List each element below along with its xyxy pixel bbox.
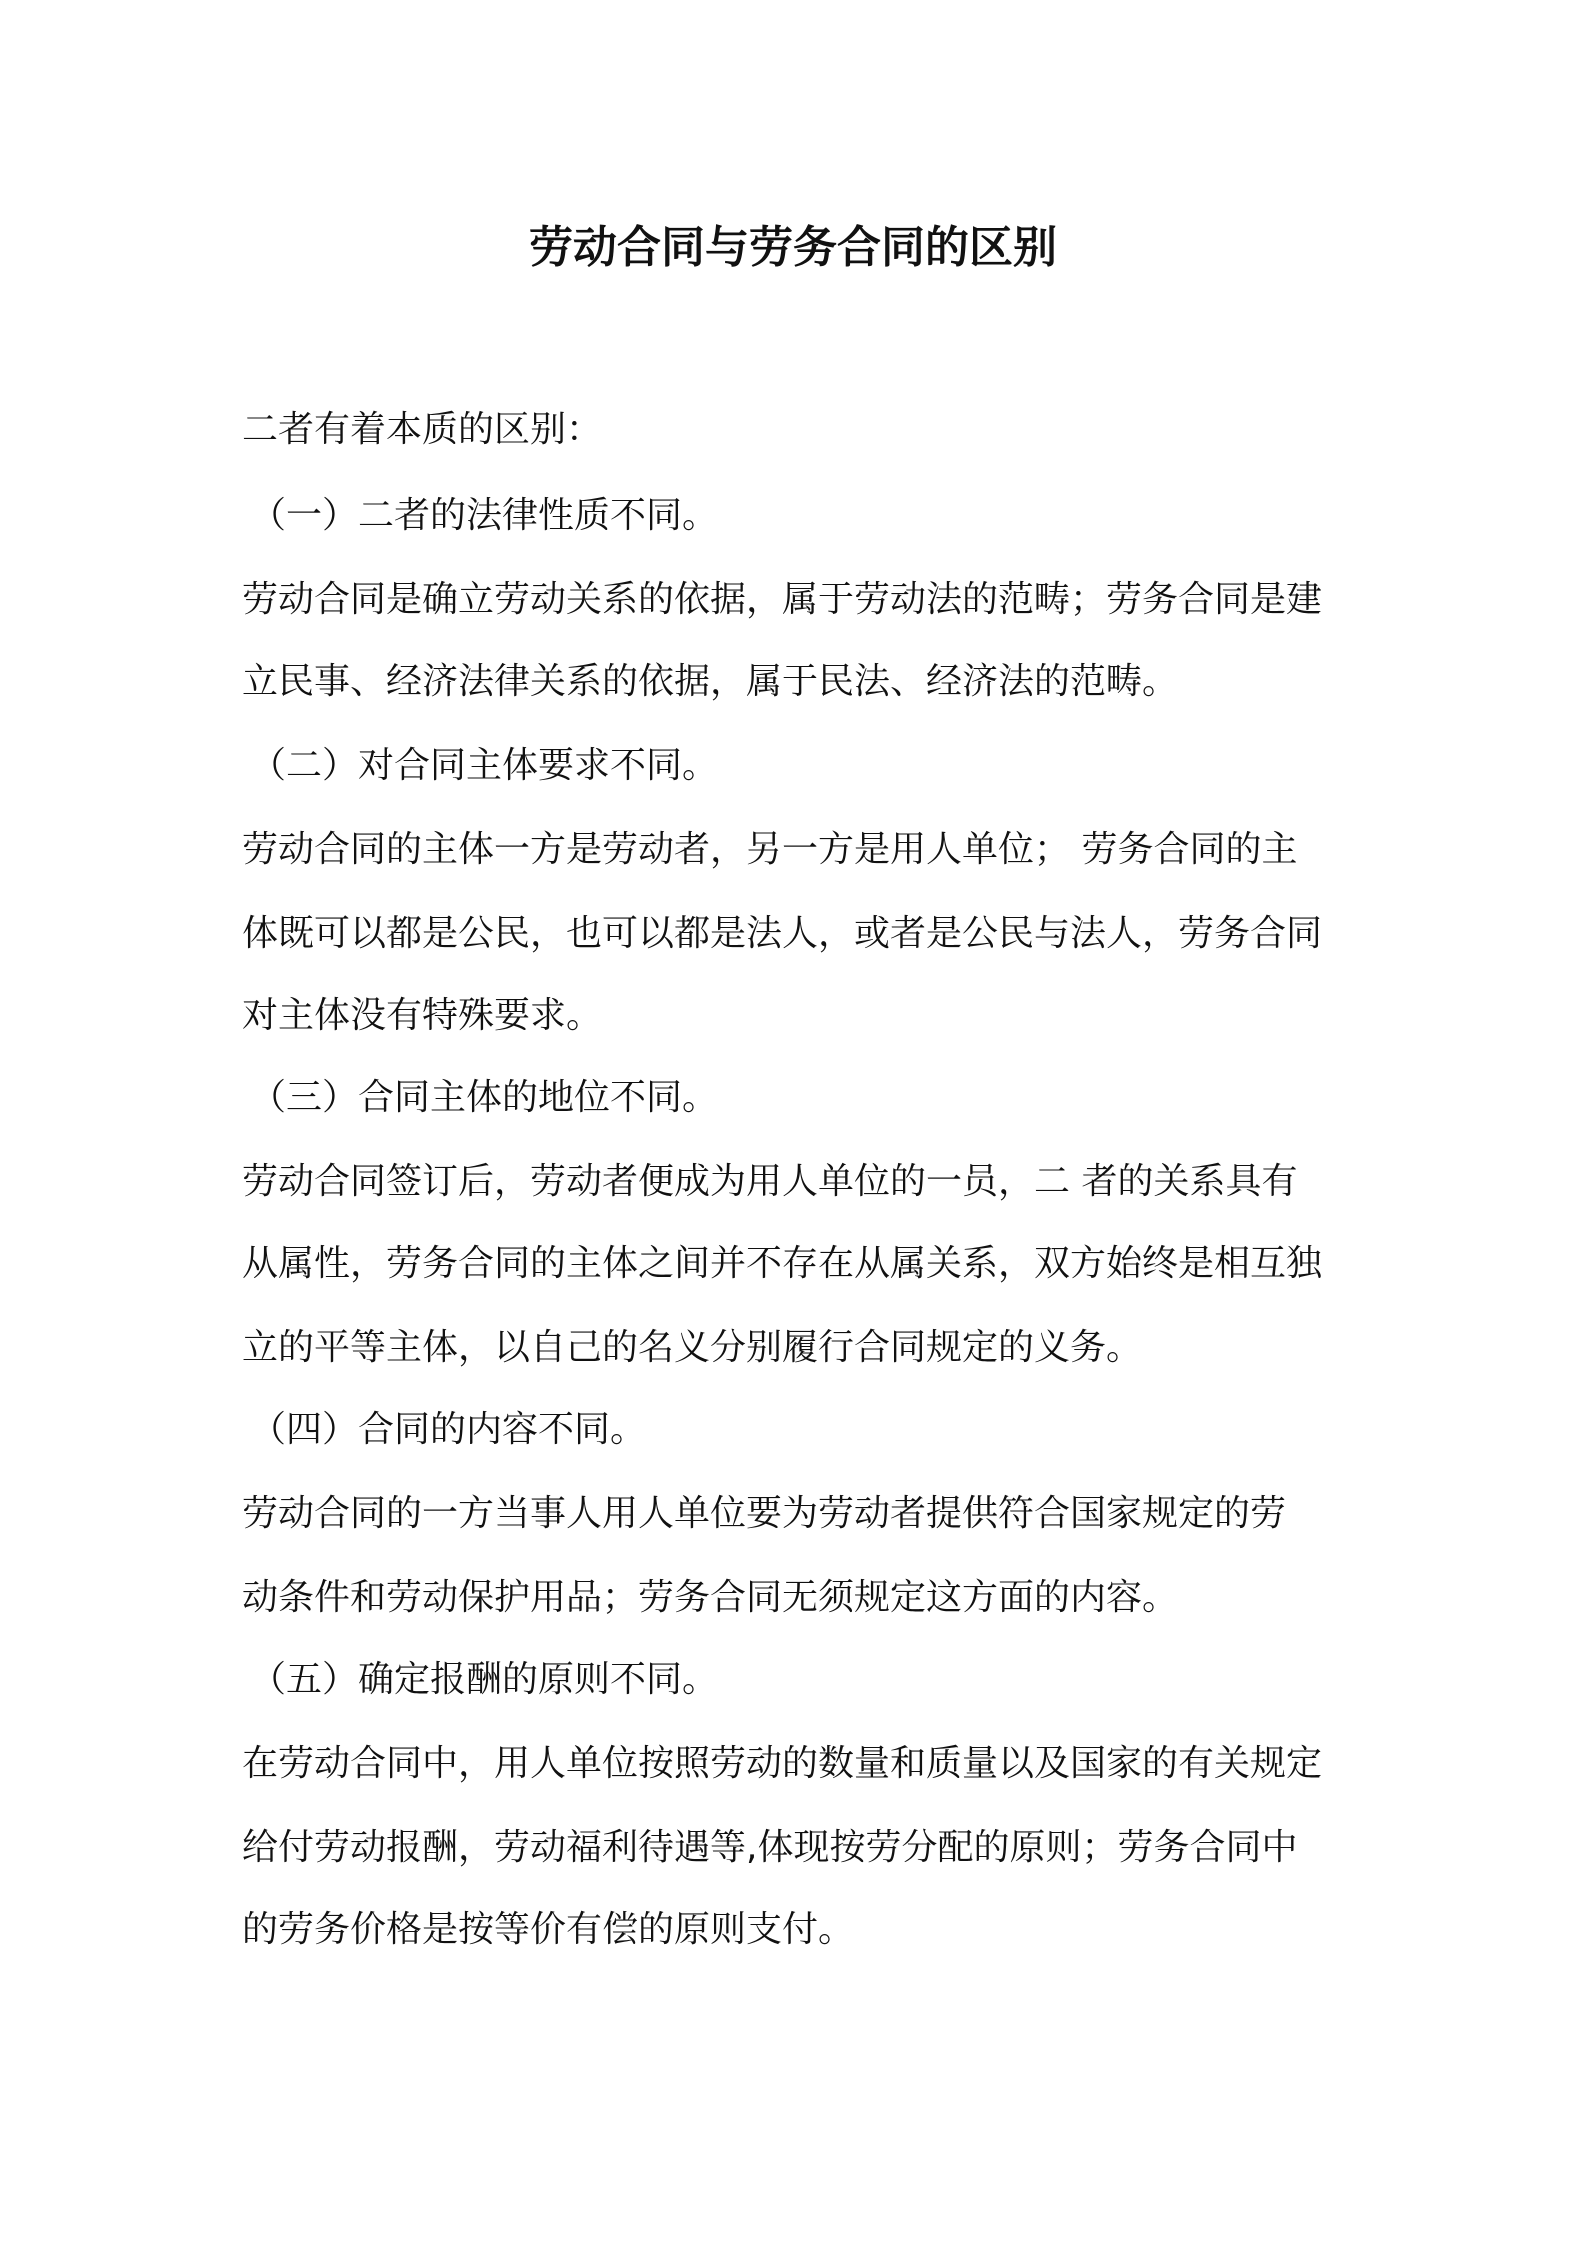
- section-3-line-1: 劳动合同签订后，劳动者便成为用人单位的一员，二 者的关系具有: [242, 1161, 1298, 1202]
- section-heading-1: （一）二者的法律性质不同。: [250, 495, 719, 536]
- section-3-line-3: 立的平等主体，以自己的名义分别履行合同规定的义务。: [242, 1327, 1143, 1368]
- section-4-line-2: 动条件和劳动保护用品；劳务合同无须规定这方面的内容。: [242, 1577, 1179, 1618]
- section-3-line-2: 从属性，劳务合同的主体之间并不存在从属关系，双方始终是相互独: [242, 1243, 1323, 1284]
- section-1-line-2: 立民事、经济法律关系的依据，属于民法、经济法的范畴。: [242, 661, 1179, 702]
- section-5-line-1: 在劳动合同中，用人单位按照劳动的数量和质量以及国家的有关规定: [242, 1743, 1323, 1784]
- intro-line: 二者有着本质的区别：: [242, 409, 603, 450]
- section-5-line-3: 的劳务价格是按等价有偿的原则支付。: [242, 1909, 855, 1950]
- section-2-line-1: 劳动合同的主体一方是劳动者，另一方是用人单位； 劳务合同的主: [242, 829, 1298, 870]
- document-title: 劳动合同与劳务合同的区别: [529, 222, 1057, 273]
- section-2-line-2: 体既可以都是公民，也可以都是法人，或者是公民与法人，劳务合同: [242, 913, 1323, 954]
- section-2-line-3: 对主体没有特殊要求。: [242, 995, 603, 1036]
- section-4-line-1: 劳动合同的一方当事人用人单位要为劳动者提供符合国家规定的劳: [242, 1493, 1287, 1534]
- section-5-line-2: 给付劳动报酬，劳动福利待遇等,体现按劳分配的原则；劳务合同中: [242, 1827, 1298, 1868]
- section-heading-5: （五）确定报酬的原则不同。: [250, 1659, 719, 1700]
- section-heading-4: （四）合同的内容不同。: [250, 1409, 647, 1450]
- section-heading-3: （三）合同主体的地位不同。: [250, 1077, 719, 1118]
- section-heading-2: （二）对合同主体要求不同。: [250, 745, 719, 786]
- section-1-line-1: 劳动合同是确立劳动关系的依据，属于劳动法的范畴；劳务合同是建: [242, 579, 1323, 620]
